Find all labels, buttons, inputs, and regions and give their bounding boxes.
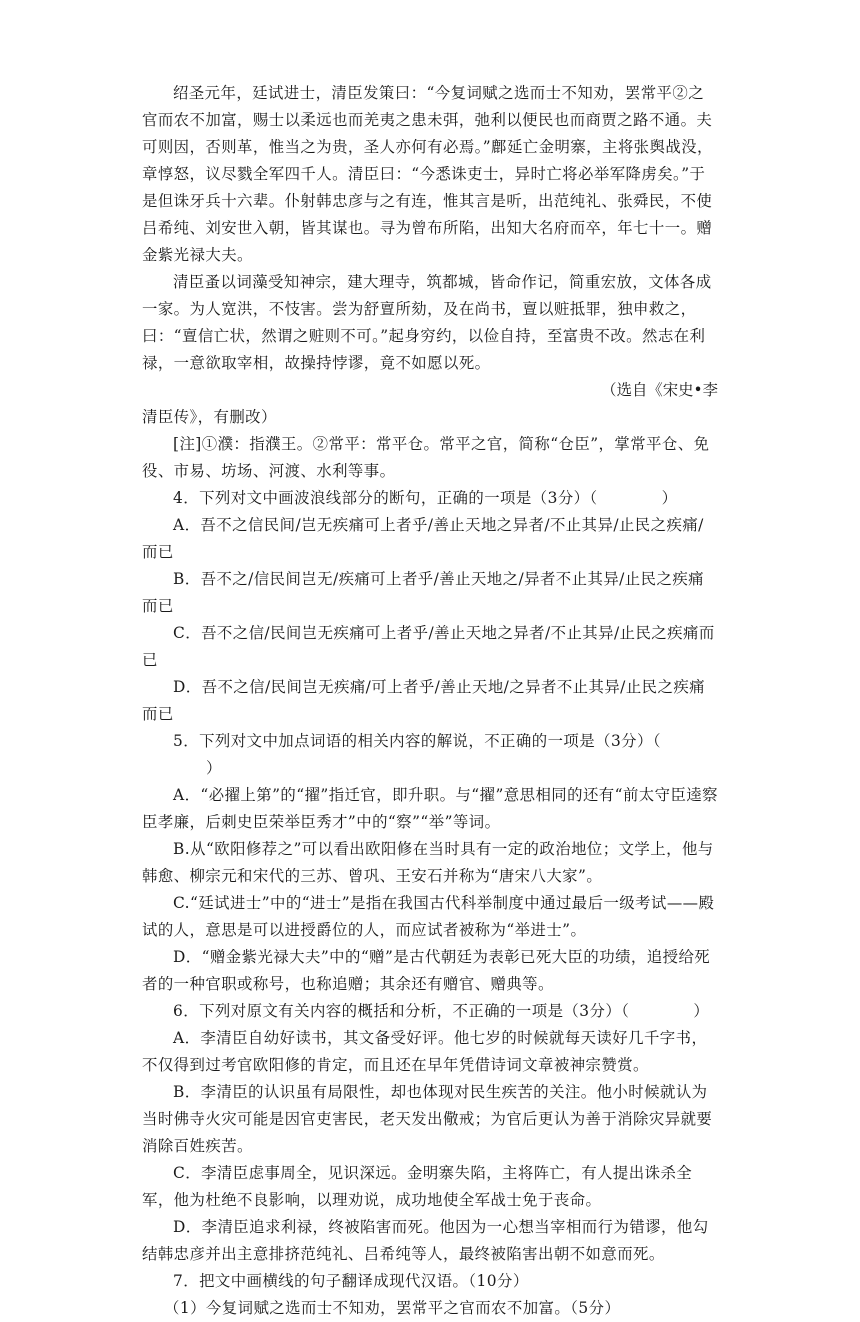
question-5-option-b: B.从“欧阳修荐之”可以看出欧阳修在当时具有一定的政治地位；文学上，他与韩愈、柳宗元和宋代的三苏、曾巩、王安石并称为“唐宋八大家”。 [142, 840, 714, 885]
question-6-text: 6．下列对原文有关内容的概括和分析，不正确的一项是（3分）（ [173, 1002, 630, 1020]
question-4-text: 4．下列对文中画波浪线部分的断句，正确的一项是（3分）（ [173, 489, 598, 507]
question-4-option-b: B．吾不之/信民间岂无/疾痛可上者乎/善止天地之/异者不止其异/止民之疾痛而已 [142, 570, 704, 615]
question-6-option-b: B．李清臣的认识虽有局限性，却也体现对民生疾苦的关注。他小时候就认为当时佛寺火灾可能是因官吏害民，老天发出儆戒；为官后更认为善于消除灾异就要消除百姓疾苦。 [142, 1083, 713, 1155]
question-4-close: ） [661, 489, 678, 507]
question-5-close: ） [206, 759, 222, 777]
question-4-option-d: D．吾不之信/民间岂无疾痛/可上者乎/善止天地/之异者不止其异/止民之疾痛而已 [142, 678, 706, 723]
question-5-option-c: C.“廷试进士”中的“进士”是指在我国古代科举制度中通过最后一级考试——殿试的人，意思是可以进授爵位的人，而应试者被称为“举进士”。 [142, 894, 715, 939]
question-5-text: 5．下列对文中加点词语的相关内容的解说，不正确的一项是（3分）（ [173, 732, 662, 750]
question-4-option-c: C．吾不之信/民间岂无疾痛可上者乎/善止天地之异者/不止其异/止民之疾痛而已 [142, 624, 715, 669]
question-4-stem [142, 485, 718, 512]
annotation-note: [注]①濮：指濮王。②常平：常平仓。常平之官，简称“仓臣”，掌常平仓、免役、市易、坊场、河渡、水利等事。 [142, 435, 710, 480]
question-6-option-a: A．李清臣自幼好读书，其文备受好评。他七岁的时候就每天读好几千字书，不仅得到过考官欧阳修的肯定，而且还在早年凭借诗词文章被神宗赞赏。 [142, 1029, 708, 1074]
passage-paragraph-2-text: 清臣蚤以词藻受知神宗，建大理寺，筑都城，皆命作记，简重宏放，文体各成一家。为人宽洪，不忮害。尝为舒亶所劾，及在尚书，亶以赃抵罪，独申救之，曰：“亶信亡状，然谓之赃则不可。”起身穷约，以俭自持，至富贵不改。然志在利禄，一意欲取宰相，故操持悖谬，竟不如愿以死。 [142, 273, 712, 372]
passage-paragraph-2 [142, 269, 718, 404]
question-5-stem [142, 728, 718, 782]
question-7-sub-1: （1）今复词赋之选而士不知劝，罢常平之官而农不加富。（5分） [164, 1299, 621, 1317]
source-citation-line-1: （选自《宋史•李 [601, 381, 718, 399]
passage-paragraph-1: 绍圣元年，廷试进士，清臣发策曰：“今复词赋之选而士不知劝，罢常平②之官而农不加富，赐士以柔远也而羌夷之患未弭，弛利以便民也而商贾之路不通。夫可则因，否则革，惟当之为贵，圣人亦何有必焉。”鄜延亡金明寨，主将张舆战没，章惇怒，议尽戮全军四千人。清臣曰：“今悉诛吏士，异时亡将必举军降虏矣。”于是但诛牙兵十六辈。仆射韩忠彦与之有连，惟其言是听，出范纯礼、张舜民，不使吕希纯、刘安世入朝，皆其谋也。寻为曾布所陷，出知大名府而卒，年七十一。赠金紫光禄大夫。 [142, 84, 713, 264]
question-6-option-d: D．李清臣追求利禄，终被陷害而死。他因为一心想当宰相而行为错谬，他勾结韩忠彦并出主意排挤范纯礼、吕希纯等人，最终被陷害出朝不如意而死。 [142, 1218, 709, 1263]
question-6-close: ） [693, 1002, 710, 1020]
question-4-option-a: A．吾不之信民间/岂无疾痛可上者乎/善止天地之异者/不止其异/止民之疾痛/而已 [142, 516, 704, 561]
question-5-option-a: A．“必擢上第”的“擢”指迁官，即升职。与“擢”意思相同的还有“前太守臣逵察臣孝廉，后刺史臣荣举臣秀才”中的“察”“举”等词。 [142, 786, 719, 831]
question-7-stem: 7．把文中画横线的句子翻译成现代汉语。（10分） [173, 1272, 529, 1290]
question-6-stem [142, 998, 718, 1025]
question-6-option-c: C．李清臣虑事周全，见识深远。金明寨失陷，主将阵亡，有人提出诛杀全军，他为杜绝不良影响，以理劝说，成功地使全军战士免于丧命。 [142, 1164, 693, 1209]
document-page [142, 80, 718, 1322]
question-5-option-d: D．“赠金紫光禄大夫”中的“赠”是古代朝廷为表彰已死大臣的功绩，追授给死者的一种官职或称号，也称追赠；其余还有赠官、赠典等。 [142, 948, 711, 993]
source-citation-line-2: 清臣传》，有删改） [142, 408, 277, 426]
